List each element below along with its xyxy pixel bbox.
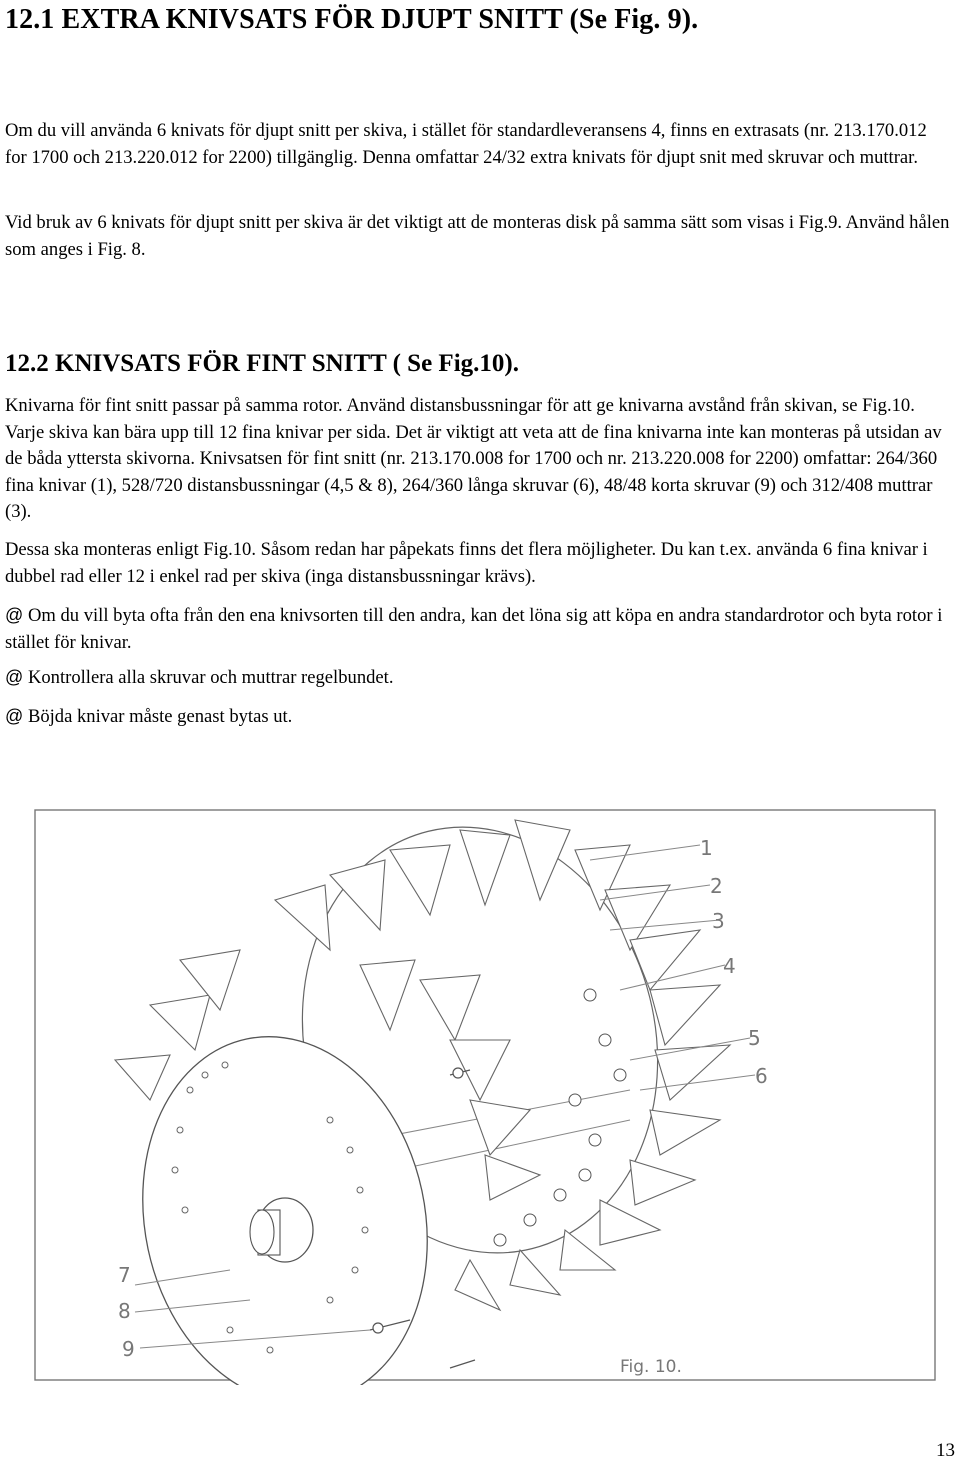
callout-label: 6 bbox=[755, 1064, 768, 1088]
paragraph-mounting-note: Vid bruk av 6 knivats för djupt snitt per skiva är det viktigt att de monteras disk på samma sätt som visas i Fig.9. Använd hålen som anges i Fig. 8. bbox=[5, 212, 950, 260]
bullet-item bbox=[5, 703, 950, 731]
paragraph-montering: Dessa ska monteras enligt Fig.10. Såsom redan har påpekats finns det flera möjligheter. Du kan t.ex. använda 6 fina knivar i dubbel rad eller 12 i enkel rad per skiva (inga distansbussningar krävs). bbox=[5, 539, 928, 587]
bullet-text: Kontrollera alla skruvar och muttrar regelbundet. bbox=[27, 667, 394, 688]
paragraph-extra-knivsats: Om du vill använda 6 knivats för djupt snitt per skiva, i stället för standardleveransens 4, finns en extrasats (nr. 213.170.012 for 1700 och 213.220.012 for 2200) tillgänglig. Denna omfattar 24/32 extra knivats för djupt snit med skruvar och muttrar. bbox=[5, 120, 927, 168]
page-number: 13 bbox=[936, 1440, 955, 1461]
at-symbol: @ bbox=[5, 667, 24, 687]
callout-label: 7 bbox=[118, 1263, 131, 1287]
figure-rotor-drawing bbox=[30, 790, 940, 1385]
section-heading-fint-snitt: 12.2 KNIVSATS FÖR FINT SNITT ( Se Fig.10). bbox=[5, 350, 519, 377]
section-heading-extra-knivsats: 12.1 EXTRA KNIVSATS FÖR DJUPT SNITT (Se Fig. 9). bbox=[5, 4, 699, 35]
bullet-item bbox=[5, 664, 950, 692]
callout-label: 2 bbox=[710, 874, 723, 898]
paragraph-fint-snitt: Knivarna för fint snitt passar på samma rotor. Använd distansbussningar för att ge knivarna avstånd från skivan, se Fig.10. Varje skiva kan bära upp till 12 fina knivar per sida. Det är viktigt att veta att de fina knivarna inte kan monteras på utsidan av de båda yttersta skivorna. Knivsatsen för fint snitt (nr. 213.170.008 for 1700 och nr. 213.220.008 for 2200) omfattar: 264/360 fina knivar (1), 528/720 distansbussningar (4,5 & 8), 264/360 långa skruvar (6), 48/48 korta skruvar (9) och 312/408 muttrar (3). bbox=[5, 395, 942, 522]
callout-label: 1 bbox=[700, 836, 713, 860]
callout-label: 8 bbox=[118, 1299, 131, 1323]
callout-label: 9 bbox=[122, 1337, 135, 1361]
at-symbol: @ bbox=[5, 706, 24, 726]
callout-label: 5 bbox=[748, 1026, 761, 1050]
bullet-text: Om du vill byta ofta från den ena knivsorten till den andra, kan det löna sig att köpa en andra standardrotor och byta rotor i stället för knivar. bbox=[5, 605, 943, 653]
figure-caption: Fig. 10. bbox=[620, 1357, 682, 1377]
bullet-text: Böjda knivar måste genast bytas ut. bbox=[27, 706, 293, 727]
at-symbol: @ bbox=[5, 605, 24, 625]
bullet-item bbox=[5, 602, 950, 656]
callout-label: 4 bbox=[723, 954, 736, 978]
callout-label: 3 bbox=[712, 909, 725, 933]
